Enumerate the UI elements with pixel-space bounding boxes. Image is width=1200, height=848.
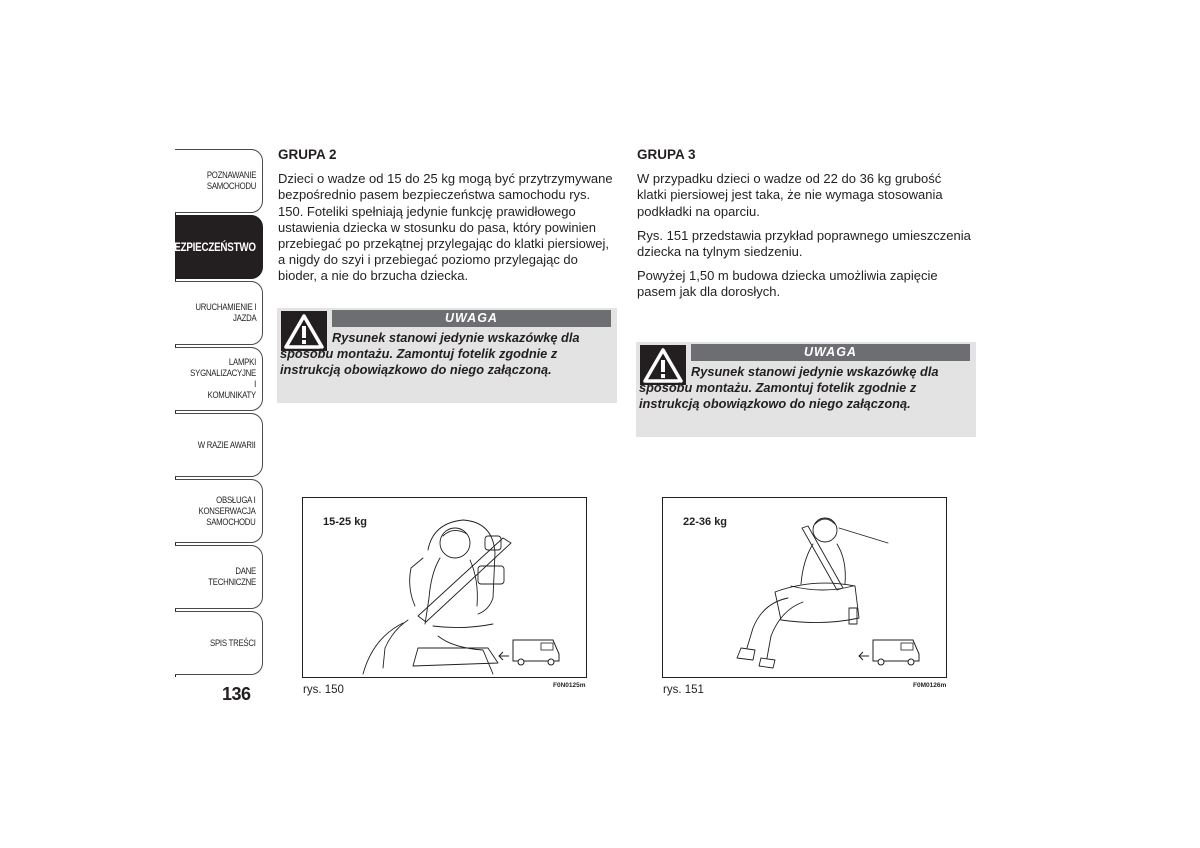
body-paragraph: Rys. 151 przedstawia przykład poprawnego umieszczenia dziecka na tylnym siedzeniu. [637, 227, 971, 260]
warning-text: Rysunek stanowi jedynie wskazówkę dla sposobu montażu. Zamontuj fotelik zgodnie z instrukcją obowiązkowo do niego załączoną. [280, 330, 580, 378]
figure-code: F0M0126m [913, 682, 947, 689]
warning-title: UWAGA [691, 344, 970, 361]
warning-title: UWAGA [332, 310, 611, 327]
van-icon [873, 640, 919, 665]
weight-label: 15-25 kg [323, 516, 368, 528]
figure-caption: rys. 151 [663, 684, 704, 696]
figure-150 [302, 497, 587, 678]
warning-box [636, 342, 976, 437]
right-column [637, 147, 973, 309]
section-heading: GRUPA 2 [278, 147, 337, 162]
tab-spis-tresci[interactable] [175, 611, 263, 675]
weight-label: 22-36 kg [683, 516, 728, 528]
body-paragraph: Dzieci o wadze od 15 do 25 kg mogą być przytrzymywane bezpośrednio pasem bezpieczeństwa samochodu rys. 150. Foteliki spełniają jedynie funkcję prawidłowego ustawienia dziecka w stosunku do pasa, który powinien przebiegać po przekątnej przylegając do klatki piersiowej, a nigdy do szyi i przebiegać poziomo przylegając do bioder, a nie do brzucha dziecka. [278, 171, 613, 284]
tab-lampki-sygnalizacyjne[interactable] [175, 347, 263, 411]
tab-label: DANE TECHNICZNE [208, 566, 256, 588]
tab-label: SPIS TREŚCI [210, 637, 256, 649]
figure-caption: rys. 150 [303, 684, 344, 696]
page-number: 136 [222, 684, 251, 704]
tab-label: LAMPKI SYGNALIZACYJNE I KOMUNIKATY [190, 357, 256, 401]
tab-bezpieczenstwo[interactable] [167, 215, 263, 279]
tab-label: BEZPIECZEŃSTWO [167, 239, 256, 254]
tab-label: POZNAWANIE SAMOCHODU [206, 170, 256, 192]
arrow-left-icon [499, 652, 509, 660]
figure-151 [662, 497, 947, 678]
figure-code: F0N0125m [553, 682, 586, 689]
arrow-left-icon [859, 652, 869, 660]
tab-w-razie-awarii[interactable] [175, 413, 263, 477]
section-heading: GRUPA 3 [637, 147, 696, 162]
body-paragraph: W przypadku dzieci o wadze od 22 do 36 kg grubość klatki piersiowej jest taka, że nie wymaga stosowania podkładki na oparciu. [637, 171, 943, 219]
tab-label: OBSŁUGA I KONSERWACJA SAMOCHODU [198, 494, 256, 528]
warning-text: Rysunek stanowi jedynie wskazówkę dla sposobu montażu. Zamontuj fotelik zgodnie z instrukcją obowiązkowo do niego załączoną. [639, 364, 939, 412]
tab-dane-techniczne[interactable] [175, 545, 263, 609]
warning-box [277, 308, 617, 403]
tab-uruchamienie-i-jazda[interactable] [175, 281, 263, 345]
tab-label: W RAZIE AWARII [198, 439, 256, 451]
body-paragraph: Powyżej 1,50 m budowa dziecka umożliwia zapięcie pasem jak dla dorosłych. [637, 268, 938, 300]
tab-label: URUCHAMIENIE I JAZDA [194, 302, 256, 324]
tab-obsluga-i-konserwacja[interactable] [175, 479, 263, 543]
child-seated-illustration [663, 498, 946, 677]
child-seat-illustration [303, 498, 586, 677]
tab-poznawanie-samochodu[interactable] [175, 149, 263, 213]
left-column [278, 147, 614, 293]
van-icon [513, 640, 559, 665]
